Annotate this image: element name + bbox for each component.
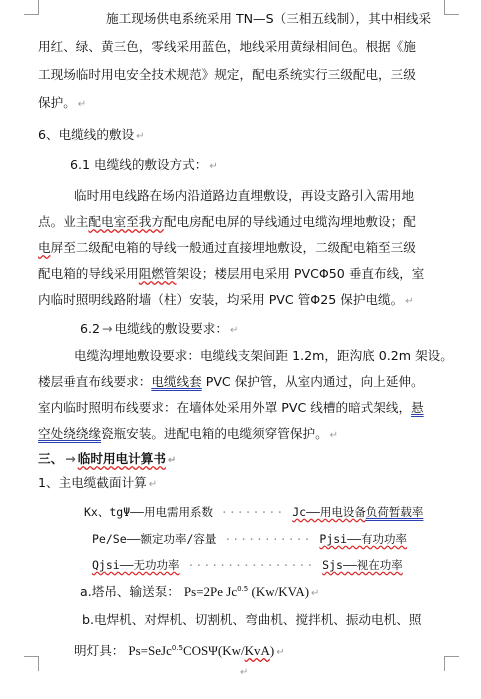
text: PVC 保护管，从室内通过，向上延伸。 — [201, 374, 424, 389]
text: 配电房配电屏的导线通过电缆沟埋地敷设；配 — [163, 214, 416, 229]
text-double-underline: 负荷暂载率 — [365, 505, 424, 519]
formula-row1 — [84, 503, 451, 521]
paragraph-mark: ↵ — [148, 479, 158, 490]
paragraph-mark: ↵ — [240, 667, 249, 678]
text-squiggle: 电 — [38, 240, 51, 255]
text: 6、电缆线的敷设 — [38, 127, 135, 142]
text: 施工现场供电系统采用 TN—S（三相五线制），其中相线采 — [106, 11, 432, 26]
text: 配电箱的导线采用 — [38, 266, 139, 281]
formula-text: COSΨ(Kw/ — [182, 643, 245, 659]
dot-leader: ················ — [179, 558, 323, 572]
paragraph-mark: ↵ — [136, 131, 145, 142]
text: 保护。 — [38, 95, 76, 110]
paragraph-mark: ↵ — [209, 161, 218, 172]
text: a.塔吊、输送泵： — [80, 584, 180, 600]
text-double-underline: 空处绕绕缘 — [38, 426, 101, 441]
text: 楼层垂直布线要求： — [38, 374, 152, 389]
exponent: 0.5 — [171, 644, 183, 652]
text: 架设；楼层用电采用 PVCΦ50 垂直布线，室 — [176, 266, 425, 281]
text-squiggle: Jc——用电设备 — [292, 505, 366, 519]
para2-line3 — [38, 239, 451, 257]
text: Kx、tgΨ——用电需用系数 — [84, 505, 213, 519]
text-double-underline: 电缆线套 — [151, 374, 202, 389]
paragraph-mark: ↵ — [77, 99, 87, 110]
item-b-line1 — [82, 611, 451, 629]
formula-text: Ps=2Pe Jc — [183, 584, 238, 600]
paragraph-mark: ↵ — [276, 647, 285, 659]
exponent: 0.5 — [237, 585, 249, 593]
text: 室内临时照明布线要求：在墙体处采用外罩 PVC 线槽的暗式架线， — [38, 400, 412, 415]
text-squiggle: 临时用电计算书 — [77, 451, 166, 466]
tab-arrow: → — [102, 321, 113, 336]
formula-row3 — [92, 556, 451, 574]
paragraph-mark: ↵ — [405, 296, 414, 307]
dot-leader: ········ — [212, 505, 293, 519]
text: 电缆线的敷设要求： — [114, 321, 228, 336]
text: 6.1 电缆线的敷设方式： — [70, 157, 208, 172]
text: b.电焊机、对焊机、切割机、弯曲机、搅拌机、振动电机、照 — [82, 612, 422, 627]
text-squiggle: Qjsi——无功功率 — [92, 558, 180, 572]
para2-line4 — [38, 265, 451, 283]
text-squiggle: Sjs——视在功率 — [322, 558, 403, 572]
para3-line1 — [74, 347, 451, 365]
text: Pe/Se——额定功率/容量 — [92, 532, 217, 546]
text: 瓷瓶安装。进配电箱的电缆须穿管保护。 — [100, 426, 328, 441]
para1-line1 — [106, 10, 451, 28]
para1-line3 — [38, 66, 451, 84]
text-squiggle: Pjsi——有功功率 — [319, 532, 407, 546]
heading-6-1 — [70, 156, 451, 176]
text: 屏至二级配电箱的导线一般通过直接埋地敷设，二级配电箱至三级 — [50, 240, 416, 255]
para1-line2 — [38, 38, 451, 56]
text: 工现场临时用电安全技术规范》规定，配电系统实行三级配电，三级 — [38, 67, 416, 82]
crop-mark-bottom-left — [24, 656, 39, 671]
para3-line3 — [38, 399, 451, 417]
para3-line2 — [38, 373, 451, 391]
para2-line2 — [38, 213, 451, 231]
item-b-line2 — [74, 639, 451, 662]
para2-line5 — [38, 291, 451, 311]
paragraph-mark: ↵ — [167, 455, 177, 466]
text: 电缆沟埋地敷设要求：电缆线支架间距 1.2m，距沟底 0.2m 架设。 — [74, 348, 453, 363]
formula-text: Ps=SeJc — [128, 643, 172, 659]
formula-text: ) — [269, 643, 275, 659]
text-squiggle: KvA — [244, 643, 270, 659]
text: 6.2 — [80, 321, 101, 336]
text-double-underline: 悬 — [411, 400, 424, 415]
text: 内临时照明线路附墙（柱）安装，均采用 PVC 管Φ25 保护电缆。 — [38, 292, 404, 307]
paragraph-mark: ↵ — [329, 430, 339, 441]
para1-line4 — [38, 94, 451, 114]
formula-row2 — [92, 530, 451, 548]
dot-leader: ··········· — [216, 532, 320, 546]
text-squiggle: 配电室至我方 — [88, 214, 164, 229]
heading-3-1 — [38, 474, 451, 494]
text: 三、 — [38, 451, 64, 466]
text-squiggle: 阻燃管 — [138, 266, 177, 281]
item-a — [80, 580, 451, 603]
text: 1、主电缆截面计算 — [38, 475, 147, 490]
crop-mark-top-left — [24, 0, 39, 15]
tab-arrow: → — [65, 451, 76, 466]
heading-3 — [38, 450, 451, 470]
text: 点。业主 — [38, 214, 89, 229]
para2-line1 — [74, 187, 451, 205]
paragraph-mark: ↵ — [229, 325, 239, 336]
text: 用红、绿、黄三色，零线采用蓝色，地线采用黄绿相间色。根据《施 — [38, 39, 416, 54]
heading-6 — [38, 126, 451, 146]
para3-line4 — [38, 425, 451, 445]
heading-6-2 — [80, 320, 451, 340]
text: 临时用电线路在场内沿道路边直埋敷设，再设支路引入需用地 — [74, 188, 415, 203]
empty-paragraph — [238, 662, 451, 682]
text: 明灯具： — [74, 643, 125, 659]
paragraph-mark: ↵ — [311, 588, 320, 600]
formula-text: (Kw/KVA) — [248, 584, 310, 600]
